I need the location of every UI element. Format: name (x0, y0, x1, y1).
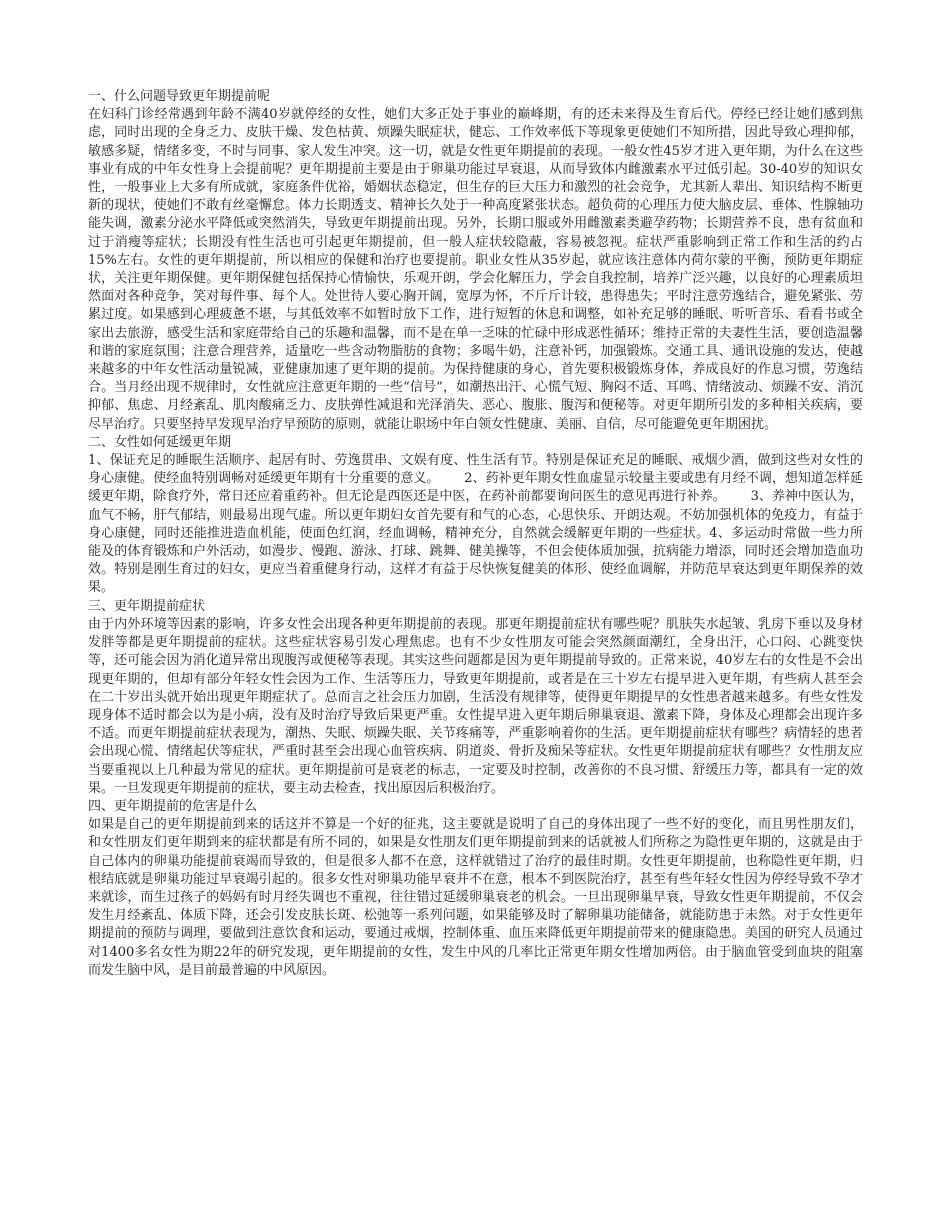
section-4-heading: 四、更年期提前的危害是什么 (88, 798, 258, 814)
document-page (88, 88, 863, 980)
section-2-paragraph: 1、保证充足的睡眠生活顺序、起居有时、劳逸贯串、文娱有度、性生活有节。特别是保证充足的睡眠、戒烟少酒，做到这些对女性的身心康健。使经血特别调畅对延缓更年期有十分重要的意义。 2、药补更年期女性血虚显示较量主要或患有月经不调，想知道怎样延缓更年期，除食疗外，常日还应着重药补。但无论是西医还是中医，在药补前都要询问医生的意见再进行补养。 3、养神中医认为，血气不畅，肝气郁结，则最易出现气虚。所以更年期妇女首先要有和气的心态，心思快乐、开朗达观。不妨加强机体的免疫力，有益于身心康健，同时还能推进造血机能，使面色红润，经血调畅，精神充分，自然就会缓解更年期的一些症状。4、多运动时常做一些力所能及的体育锻炼和户外活动，如漫步、慢跑、游泳、打球、跳舞、健美操等，不但会使体质加强，抗病能力增添，同时还会增加造血功效。特别是刚生育过的妇女，更应当着重健身行动，这样才有益于尽快恢复健美的体形、使经血调解，并防范早衰达到更年期保养的效果。 (88, 453, 863, 596)
section-2-heading: 二、女性如何延缓更年期 (88, 434, 232, 450)
section-4-paragraph: 如果是自己的更年期提前到来的话这并不算是一个好的征兆，这主要就是说明了自己的身体出现了一些不好的变化，而且男性朋友们，和女性朋友们更年期到来的症状都是有所不同的，如果是女性朋友们更年期提前到来的话就被人们所称之为隐性更年期的，这就是由于自己体内的卵巢功能提前衰竭而导致的，但是很多人都不在意，这样就错过了治疗的最佳时期。女性更年期提前，也称隐性更年期，归根结底就是卵巢功能过早衰竭引起的。很多女性对卵巢功能早衰并不在意，根本不到医院治疗，甚至有些年轻女性因为停经导致不孕才来就诊，而生过孩子的妈妈有时月经失调也不重视，往往错过延缓卵巢衰老的机会。一旦出现卵巢早衰，导致女性更年期提前，不仅会发生月经紊乱、体质下降，还会引发皮肤长斑、松弛等一系列问题，如果能够及时了解卵巢功能储备，就能防患于未然。对于女性更年期提前的预防与调理，要做到注意饮食和运动，要通过戒烟，控制体重、血压来降低更年期提前带来的健康隐患。美国的研究人员通过对1400多名女性为期22年的研究发现，更年期提前的女性，发生中风的几率比正常更年期女性增加两倍。由于脑血管受到血块的阻塞而发生脑中风，是目前最普遍的中风原因。 (88, 817, 863, 978)
section-3-heading: 三、更年期提前症状 (88, 598, 206, 614)
section-1-heading: 一、什么问题导致更年期提前呢 (88, 89, 271, 104)
section-3-paragraph: 由于内外环境等因素的影响，许多女性会出现各种更年期提前的表现。那更年期提前症状有哪些呢？肌肤失水起皱、乳房下垂以及身材发胖等都是更年期提前的症状。这些症状容易引发心理焦虑。也有不少女性朋友可能会突然颜面潮红，全身出汗，心口闷、心跳变快等，还可能会因为消化道异常出现腹泻或便秘等表现。其实这些问题都是因为更年期提前导致的。正常来说，40岁左右的女性是不会出现更年期的，但却有部分年轻女性会因为工作、生活等压力，导致更年期提前，或者是在三十岁左右提早进入更年期，有些病人甚至会在二十岁出头就开始出现更年期症状了。总而言之社会压力加剧，生活没有规律等，使得更年期提早的女性患者越来越多。有些女性发现身体不适时都会以为是小病，没有及时治疗导致后果更严重。女性提早进入更年期后卵巢衰退、激素下降，身体及心理都会出现许多不适。而更年期提前症状表现为，潮热、失眠、烦躁失眠、关节疼痛等，严重影响着你的生活。更年期提前症状有哪些？病情轻的患者会出现心慌、情绪起伏等症状，严重时甚至会出现心血管疾病、阴道炎、骨折及痴呆等症状。女性更年期提前症状有哪些？女性朋友应当要重视以上几种最为常见的症状。更年期提前可是衰老的标志，一定要及时控制，改善你的不良习惯、舒缓压力等，都具有一定的效果。一旦发现更年期提前的症状，要主动去检查，找出原因后积极治疗。 (88, 616, 863, 796)
section-1-paragraph: 在妇科门诊经常遇到年龄不满40岁就停经的女性，她们大多正处于事业的巅峰期，有的还未来得及生育后代。停经已经让她们感到焦虑，同时出现的全身乏力、皮肤干燥、发色枯黄、烦躁失眠症状，健忘、工作效率低下等现象更使她们不知所措，因此导致心理抑郁，敏感多疑，情绪多变，不时与同事、家人发生冲突。这一切，就是女性更年期提前的表现。一般女性45岁才进入更年期，为什么在这些事业有成的中年女性身上会提前呢？更年期提前主要是由于卵巢功能过早衰退，从而导致体内雌激素水平过低引起。30-40岁的知识女性，一般事业上大多有所成就，家庭条件优裕，婚姻状态稳定，但生存的巨大压力和激烈的社会竞争，尤其新人辈出、知识结构不断更新的现状，使她们不敢有丝毫懈怠。体力长期透支、精神长久处于一种高度紧张状态。超负荷的心理压力使大脑皮层、垂体、性腺轴功能失调，激素分泌水平降低或突然消失，导致更年期提前出现。另外，长期口服或外用雌激素类避孕药物；长期营养不良，患有贫血和过于消瘦等症状；长期没有性生活也可引起更年期提前，但一般人症状较隐蔽，容易被忽视。症状严重影响到正常工作和生活的约占15%左右。女性的更年期提前，所以相应的保健和治疗也要提前。职业女性从35岁起，就应该注意体内荷尔蒙的平衡，预防更年期症状，关注更年期保健。更年期保健包括保持心情愉快，乐观开朗，学会化解压力，学会自我控制，培养广泛兴趣，以良好的心理素质坦然面对各种竞争，笑对每件事、每个人。处世待人要心胸开阔，宽厚为怀，不斤斤计较，患得患失；平时注意劳逸结合，避免紧张、劳累过度。如果感到心理疲惫不堪，与其低效率不如暂时放下工作，进行短暂的休息和调整，如补充足够的睡眠、听听音乐、看看书或全家出去旅游，感受生活和家庭带给自己的乐趣和温馨，而不是在单一乏味的忙碌中形成恶性循环；维持正常的夫妻性生活，要创造温馨和谐的家庭氛围；注意合理营养，适量吃一些含动物脂肪的食物；多喝牛奶，注意补钙，加强锻炼。交通工具、通讯设施的发达，使越来越多的中年女性活动量锐减，亚健康加速了更年期的提前。为保持健康的身心，首先要积极锻炼身体，养成良好的作息习惯，劳逸结合。当月经出现不规律时，女性就应注意更年期的一些“信号”，如潮热出汗、心慌气短、胸闷不适、耳鸣、情绪波动、烦躁不安、消沉抑郁、焦虑、月经紊乱、肌肉酸痛乏力、皮肤弹性减退和光泽消失、恶心、腹胀、腹泻和便秘等。对更年期所引发的多种相关疾病，要尽早治疗。只要坚持早发现早治疗早预防的原则，就能让职场中年白领女性健康、美丽、自信，尽可能避免更年期困扰。 (88, 107, 863, 432)
